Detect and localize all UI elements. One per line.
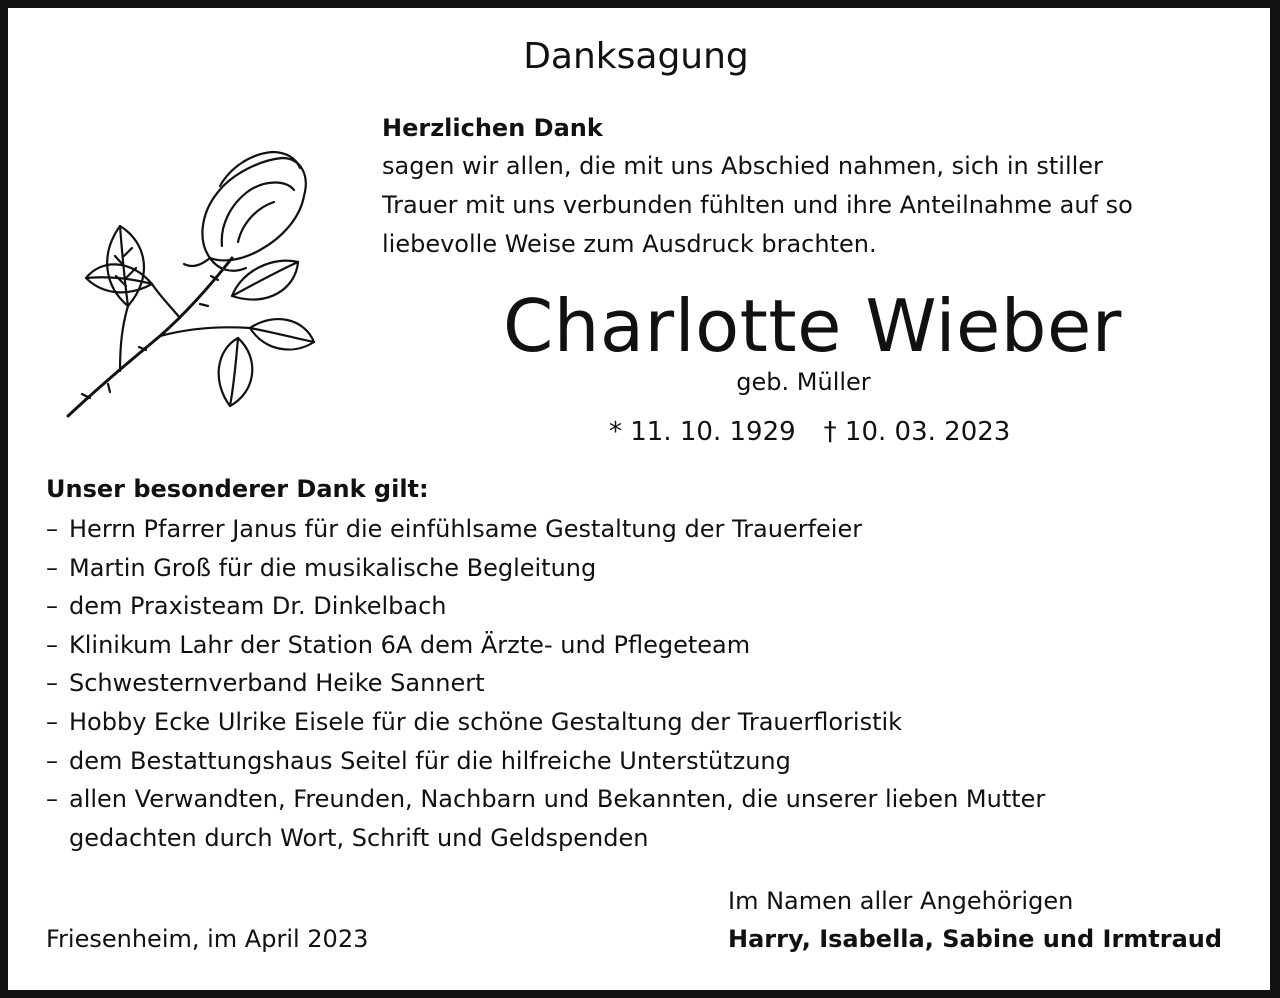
dash: – <box>46 746 58 775</box>
list-item-text: allen Verwandten, Freunden, Nachbarn und Bekannten, die unserer lieben Mutter <box>69 785 1046 814</box>
list-item-text: Schwesternverband Heike Sannert <box>69 669 485 698</box>
list-item <box>46 510 1045 549</box>
list-item <box>46 703 1045 742</box>
list-item <box>46 549 1045 588</box>
intro-line: Trauer mit uns verbunden fühlten und ihre Anteilnahme auf so <box>382 191 1133 219</box>
list-item-text: Martin Groß für die musikalische Begleitung <box>69 553 597 582</box>
dash: – <box>46 669 58 698</box>
place-date: Friesenheim, im April 2023 <box>46 925 369 953</box>
dash: – <box>46 707 58 736</box>
dash: – <box>46 630 58 659</box>
list-item-text: Herrn Pfarrer Janus für die einfühlsame Gestaltung der Trauerfeier <box>69 515 863 543</box>
list-item <box>46 626 1045 665</box>
signatories: Harry, Isabella, Sabine und Irmtraud <box>728 925 1223 953</box>
intro-line: sagen wir allen, die mit uns Abschied nahmen, sich in stiller <box>382 152 1103 180</box>
list-item-text: Hobby Ecke Ulrike Eisele für die schöne Gestaltung der Trauerfloristik <box>69 707 903 736</box>
intro-title: Herzlichen Dank <box>382 114 603 142</box>
list-item-text: gedachten durch Wort, Schrift und Geldspenden <box>69 823 649 852</box>
birth-date: * 11. 10. 1929 <box>609 417 796 447</box>
on-behalf-line: Im Namen aller Angehörigen <box>728 887 1074 915</box>
dash: – <box>46 515 58 543</box>
list-item <box>46 664 1045 703</box>
special-thanks-title: Unser besonderer Dank gilt: <box>46 475 429 503</box>
list-item-text: dem Bestattungshaus Seitel für die hilfreiche Unterstützung <box>69 746 791 775</box>
list-item <box>46 780 1045 819</box>
intro-line: liebevolle Weise zum Ausdruck brachten. <box>382 230 877 258</box>
dash: – <box>46 592 58 621</box>
dash: – <box>46 785 58 814</box>
deceased-name: Charlotte Wieber <box>503 284 1122 368</box>
list-item-text: Klinikum Lahr der Station 6A dem Ärzte- und Pflegeteam <box>69 630 751 659</box>
maiden-name: geb. Müller <box>736 368 871 396</box>
list-item <box>46 742 1045 781</box>
dash: – <box>46 553 58 582</box>
heading: Danksagung <box>523 36 749 77</box>
list-item <box>46 587 1045 626</box>
list-item-continuation <box>46 819 1045 858</box>
death-date: † 10. 03. 2023 <box>823 417 1011 447</box>
life-dates <box>609 417 1010 447</box>
special-thanks-list <box>46 510 1045 857</box>
list-item-text: dem Praxisteam Dr. Dinkelbach <box>69 592 447 621</box>
